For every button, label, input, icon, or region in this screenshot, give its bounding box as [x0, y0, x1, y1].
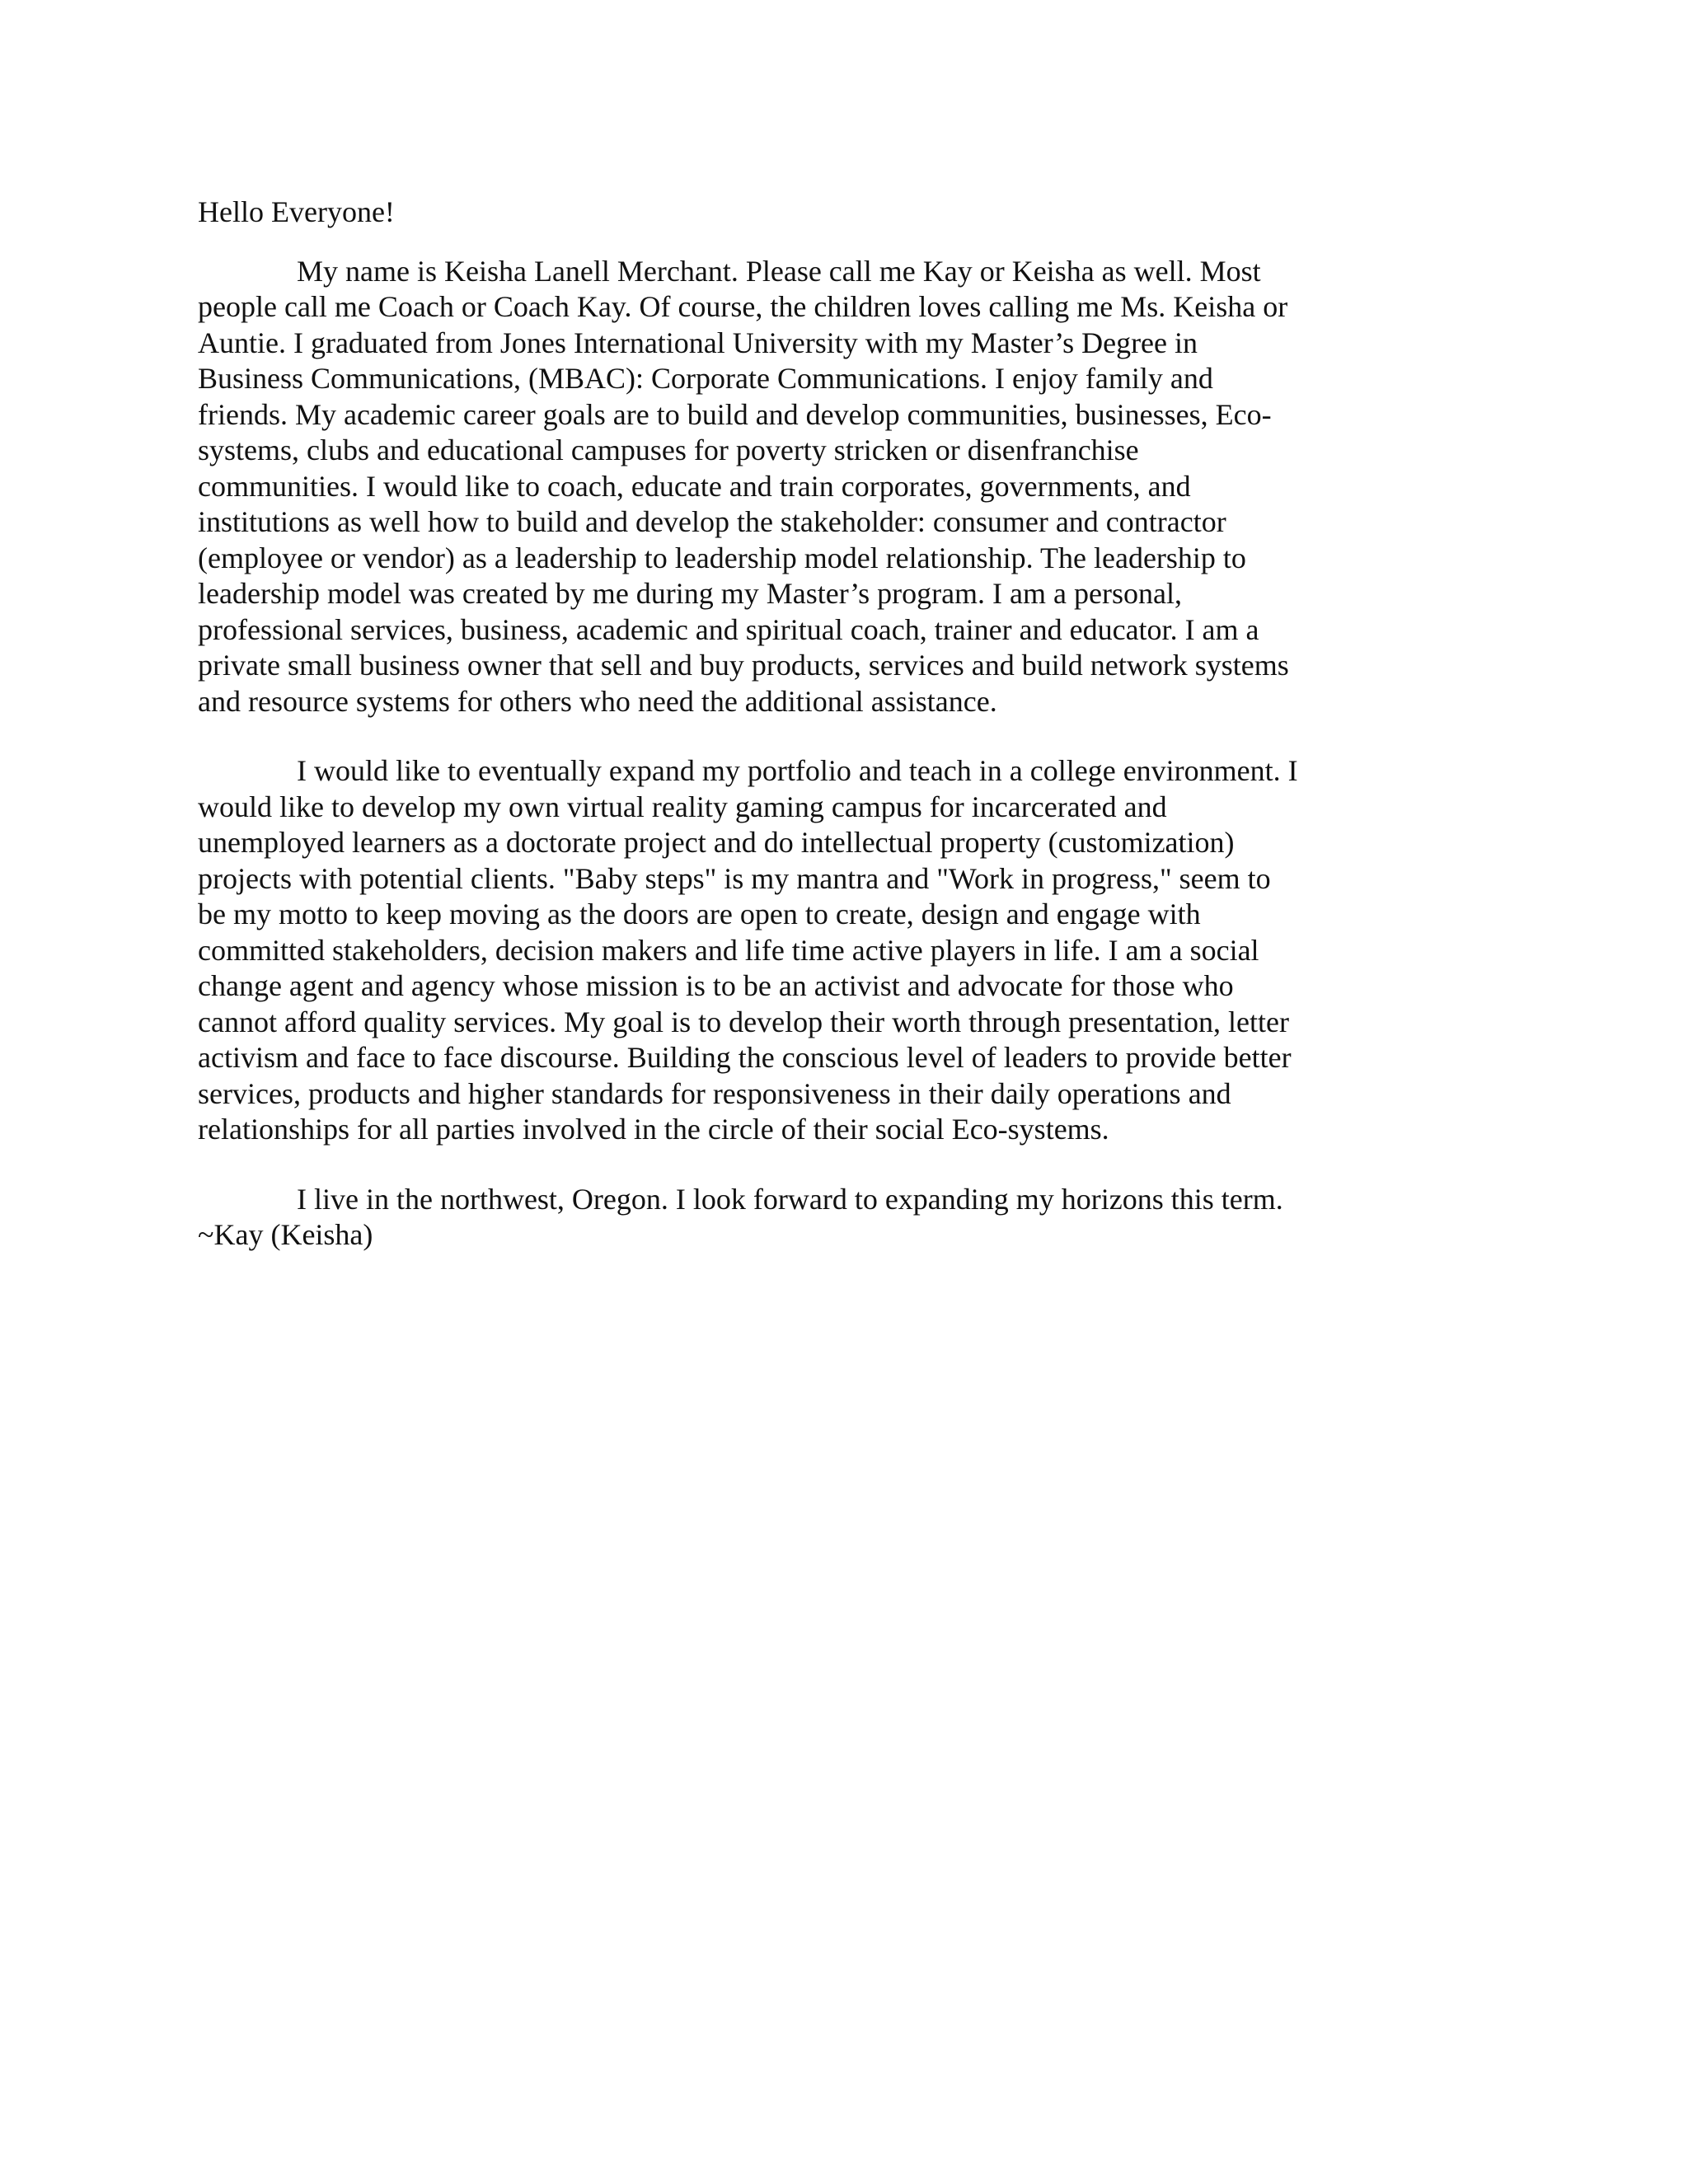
paragraph-line: professional services, business, academic and spiritual coach, trainer and educator. I am a	[198, 612, 1259, 646]
paragraph-line: and resource systems for others who need the additional assistance.	[198, 684, 997, 718]
paragraph-line: cannot afford quality services. My goal is to develop their worth through presentation, letter	[198, 1005, 1289, 1038]
paragraph-closing	[198, 1182, 1484, 1254]
signature-line: ~Kay (Keisha)	[198, 1218, 373, 1251]
greeting: Hello Everyone!	[198, 195, 395, 228]
letter-body	[198, 194, 1484, 1254]
paragraph-line: unemployed learners as a doctorate project and do intellectual property (customization)	[198, 826, 1235, 859]
paragraph-line: activism and face to face discourse. Building the conscious level of leaders to provide better	[198, 1041, 1292, 1074]
paragraph-line: people call me Coach or Coach Kay. Of course, the children loves calling me Ms. Keisha or	[198, 290, 1288, 323]
paragraph-line: communities. I would like to coach, educate and train corporates, governments, and	[198, 469, 1191, 503]
paragraph-line: services, products and higher standards for responsiveness in their daily operations and	[198, 1076, 1231, 1110]
paragraph-line: friends. My academic career goals are to build and develop communities, businesses, Eco-	[198, 397, 1272, 431]
paragraph-line: would like to develop my own virtual reality gaming campus for incarcerated and	[198, 790, 1167, 823]
paragraph-line: private small business owner that sell and buy products, services and build network systems	[198, 649, 1289, 682]
paragraph-line: (employee or vendor) as a leadership to leadership model relationship. The leadership to	[198, 541, 1246, 574]
paragraph-line: I live in the northwest, Oregon. I look forward to expanding my horizons this term.	[297, 1182, 1283, 1216]
paragraph-line: My name is Keisha Lanell Merchant. Please call me Kay or Keisha as well. Most	[297, 254, 1261, 288]
paragraph-line: Business Communications, (MBAC): Corporate Communications. I enjoy family and	[198, 362, 1213, 395]
paragraph-line: leadership model was created by me during my Master’s program. I am a personal,	[198, 577, 1182, 610]
paragraph-line: I would like to eventually expand my portfolio and teach in a college environment. I	[297, 754, 1298, 787]
paragraph-line: change agent and agency whose mission is to be an activist and advocate for those who	[198, 969, 1234, 1002]
paragraph-line: committed stakeholders, decision makers and life time active players in life. I am a social	[198, 933, 1259, 967]
paragraph-line: relationships for all parties involved in the circle of their social Eco-systems.	[198, 1113, 1109, 1146]
paragraph-goals	[198, 753, 1484, 1148]
paragraph-line: be my motto to keep moving as the doors are open to create, design and engage with	[198, 898, 1201, 930]
paragraph-line: Auntie. I graduated from Jones International University with my Master’s Degree in	[198, 326, 1198, 359]
paragraph-line: systems, clubs and educational campuses for poverty stricken or disenfranchise	[198, 434, 1139, 466]
paragraph-introduction	[198, 254, 1484, 720]
paragraph-line: projects with potential clients. "Baby steps" is my mantra and "Work in progress," seem to	[198, 861, 1271, 895]
paragraph-line: institutions as well how to build and develop the stakeholder: consumer and contractor	[198, 505, 1226, 538]
